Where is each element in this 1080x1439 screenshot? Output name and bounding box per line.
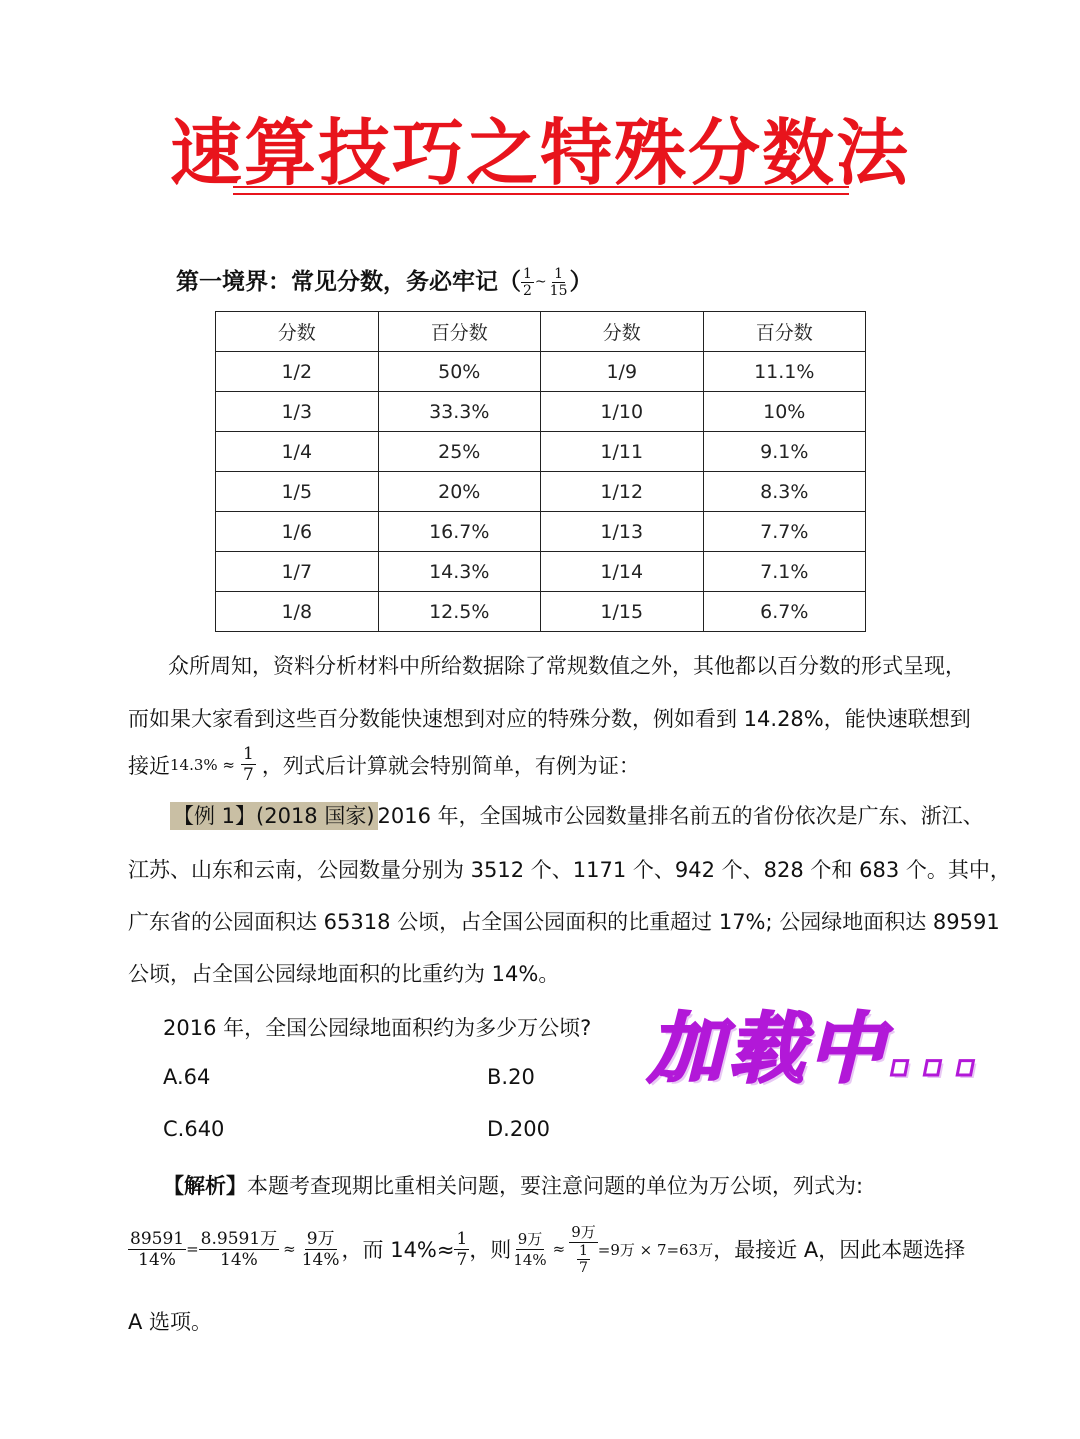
table-cell: 1/15 xyxy=(541,592,704,632)
table-header: 百分数 xyxy=(703,312,866,352)
table-cell: 50% xyxy=(378,352,541,392)
title-underline xyxy=(233,186,849,195)
table-cell: 1/7 xyxy=(216,552,379,592)
table-cell: 20% xyxy=(378,472,541,512)
eq-fraction-4: $\frac{1}{7}$ xyxy=(456,1228,468,1270)
example-line-2: 江苏、山东和云南，公园数量分别为 3512 个、1171 个、942 个、828 个和 683 个。其中， xyxy=(128,858,1011,882)
table-cell: 1/8 xyxy=(216,592,379,632)
example-tag: 【例 1】(2018 国家) xyxy=(170,802,378,830)
table-cell: 1/12 xyxy=(541,472,704,512)
intro-line-1: 众所周知，资料分析材料中所给数据除了常规数值之外，其他都以百分数的形式呈现， xyxy=(168,654,966,678)
question-text: 2016 年，全国公园绿地面积约为多少万公顷? xyxy=(163,1016,592,1040)
table-row xyxy=(216,552,866,592)
eq-approx-2: ≈ xyxy=(552,1240,566,1258)
example-line-1-text: 2016 年，全国城市公园数量排名前五的省份依次是广东、浙江、 xyxy=(377,804,984,828)
range-from-fraction: $\frac{1}{2}$ xyxy=(523,265,532,299)
section-heading xyxy=(176,262,592,302)
table-header-row xyxy=(216,312,866,352)
eq-fraction-6: $\frac{\text{9万}}{\frac{1}{7}}$ xyxy=(571,1223,596,1276)
option-a[interactable]: A.64 xyxy=(163,1065,211,1089)
one-seventh-fraction: $\frac{1}{7}$ xyxy=(243,744,254,785)
eq-fraction-2: $\frac{\text{8.9591万}}{14\%}$ xyxy=(200,1228,278,1270)
table-row xyxy=(216,512,866,552)
eq-result: =9万 × 7=63万 xyxy=(597,1240,714,1259)
table-header: 分数 xyxy=(216,312,379,352)
analysis-text: 本题考查现期比重相关问题，要注意问题的单位为万公顷，列式为: xyxy=(247,1174,864,1198)
analysis-line xyxy=(163,1170,863,1200)
table-cell: 1/5 xyxy=(216,472,379,512)
table-cell: 8.3% xyxy=(703,472,866,512)
table-cell: 1/9 xyxy=(541,352,704,392)
intro-line-3-suffix: ，列式后计算就会特别简单，有例为证： xyxy=(261,753,640,778)
table-header: 百分数 xyxy=(378,312,541,352)
range-to-fraction: $\frac{1}{15}$ xyxy=(549,265,568,299)
range-separator: ~ xyxy=(534,274,547,290)
page-title: 速算技巧之特殊分数法 xyxy=(169,111,910,195)
table-cell: 33.3% xyxy=(378,392,541,432)
eq-tail: ，最接近 A，因此本题选择 xyxy=(713,1238,966,1262)
example-line-1 xyxy=(170,800,984,830)
eq-fraction-1: $\frac{89591}{14\%}$ xyxy=(130,1228,185,1270)
table-cell: 6.7% xyxy=(703,592,866,632)
table-cell: 7.1% xyxy=(703,552,866,592)
analysis-label: 【解析】 xyxy=(163,1174,247,1198)
table-cell: 1/6 xyxy=(216,512,379,552)
table-row xyxy=(216,472,866,512)
table-cell: 16.7% xyxy=(378,512,541,552)
eq-fraction-6-denominator: $\frac{1}{7}$ xyxy=(579,1243,588,1276)
table-cell: 1/4 xyxy=(216,432,379,472)
eq-fraction-5: $\frac{\text{9万}}{14\%}$ xyxy=(513,1229,547,1269)
table-cell: 14.3% xyxy=(378,552,541,592)
table-cell: 10% xyxy=(703,392,866,432)
eq-fraction-3: $\frac{\text{9万}}{14\%}$ xyxy=(301,1228,340,1270)
eq-mid-1: ，而 14%≈ xyxy=(341,1238,455,1262)
intro-line-2: 而如果大家看到这些百分数能快速想到对应的特殊分数，例如看到 14.28%，能快速联想到 xyxy=(128,707,971,731)
table-cell: 12.5% xyxy=(378,592,541,632)
conclusion-line: A 选项。 xyxy=(128,1310,213,1334)
eq-approx: ≈ xyxy=(283,1240,296,1258)
section-close: ） xyxy=(569,269,593,295)
equation-line xyxy=(128,1214,968,1284)
table-cell: 1/13 xyxy=(541,512,704,552)
option-b[interactable]: B.20 xyxy=(487,1065,535,1089)
table-cell: 25% xyxy=(378,432,541,472)
table-cell: 1/2 xyxy=(216,352,379,392)
table-row xyxy=(216,352,866,392)
eq-mid-2: ，则 xyxy=(469,1238,512,1262)
table-row xyxy=(216,392,866,432)
table-row xyxy=(216,432,866,472)
loading-overlay: 加载中... xyxy=(648,1004,987,1093)
table-row xyxy=(216,592,866,632)
intro-line-3-expr: 14.3% ≈ xyxy=(170,755,235,774)
table-cell: 1/3 xyxy=(216,392,379,432)
intro-line-3-prefix: 接近 xyxy=(128,753,170,778)
eq-equals: = xyxy=(186,1240,199,1258)
table-header: 分数 xyxy=(541,312,704,352)
table-cell: 7.7% xyxy=(703,512,866,552)
table-cell: 9.1% xyxy=(703,432,866,472)
example-line-4: 公顷，占全国公园绿地面积的比重约为 14%。 xyxy=(128,962,560,986)
intro-line-3 xyxy=(128,744,640,785)
table-cell: 1/14 xyxy=(541,552,704,592)
example-line-3: 广东省的公园面积达 65318 公顷，占全国公园面积的比重超过 17%; 公园绿地面积达 89591 xyxy=(128,910,1000,934)
table-cell: 1/11 xyxy=(541,432,704,472)
option-c[interactable]: C.640 xyxy=(163,1117,225,1141)
section-label: 第一境界：常见分数，务必牢记（ xyxy=(176,269,521,295)
table-cell: 11.1% xyxy=(703,352,866,392)
table-cell: 1/10 xyxy=(541,392,704,432)
option-d[interactable]: D.200 xyxy=(487,1117,550,1141)
fraction-table xyxy=(215,311,866,632)
